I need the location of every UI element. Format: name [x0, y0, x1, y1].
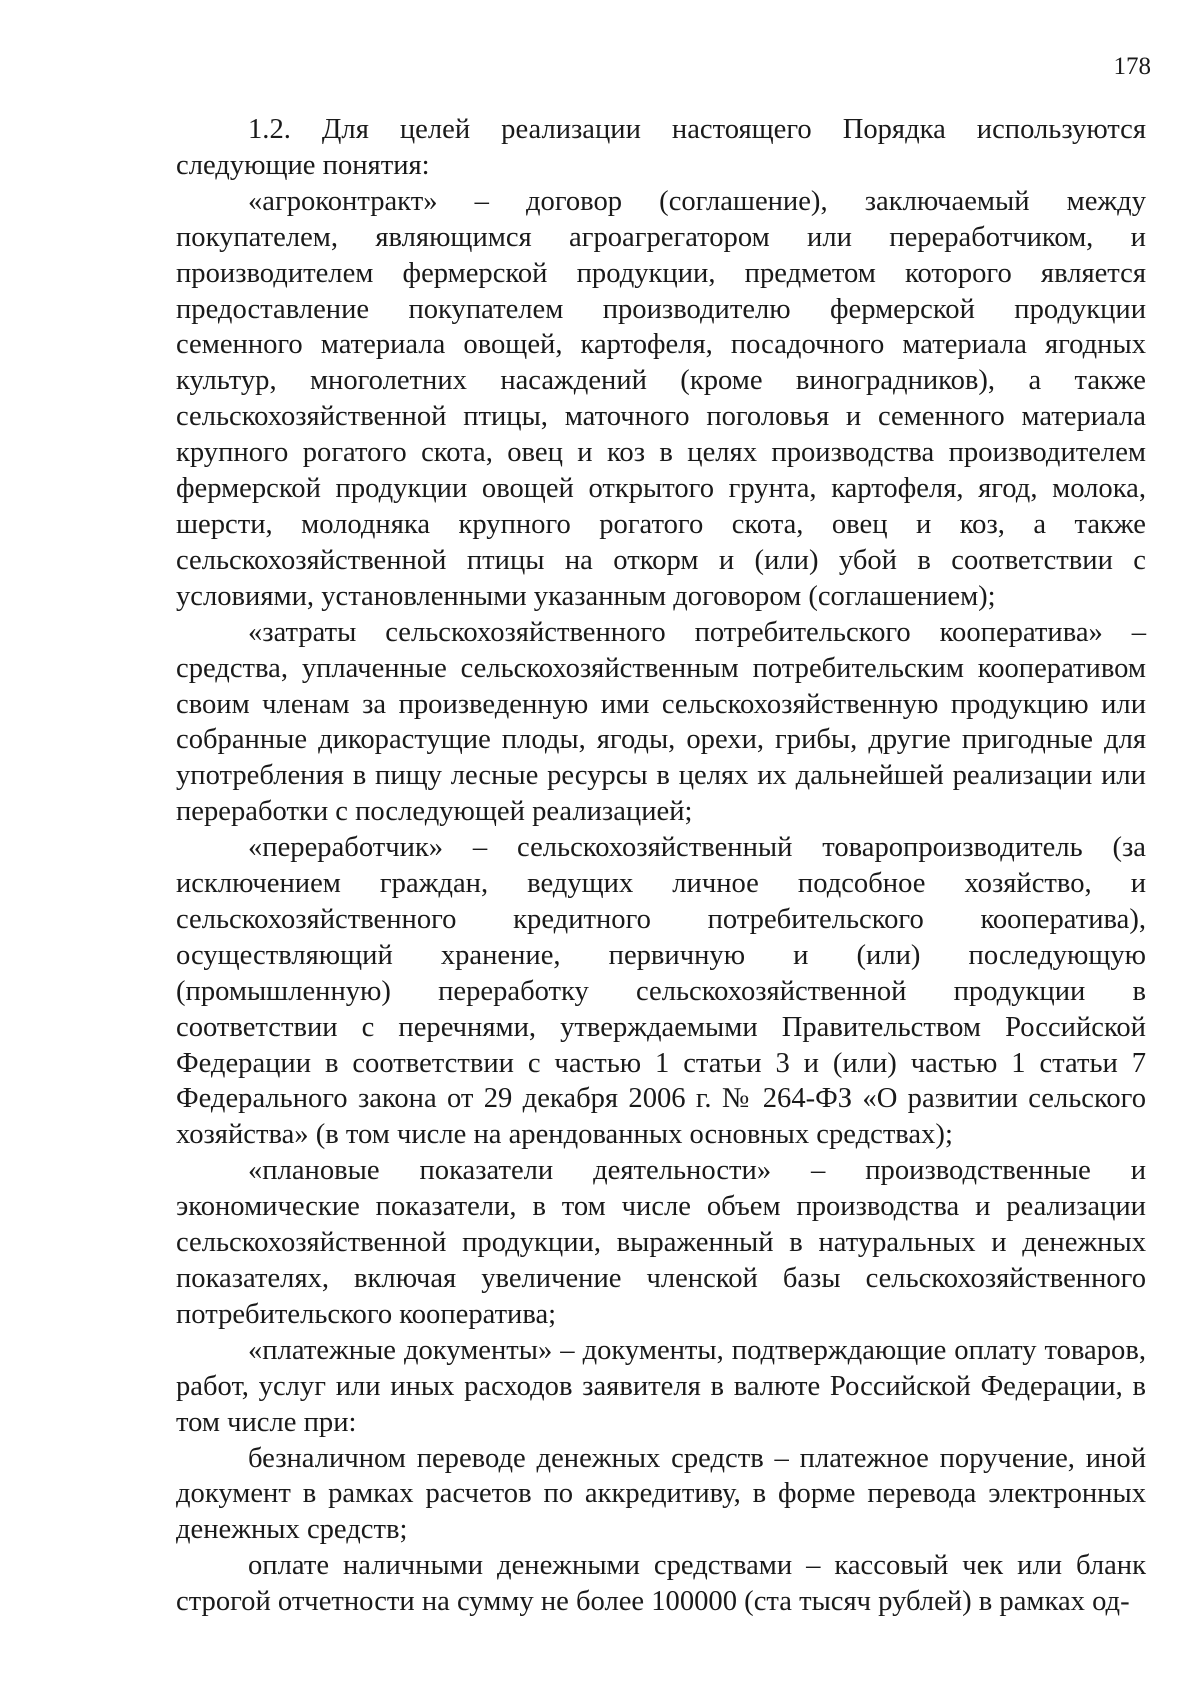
paragraph-agrocontract: «агроконтракт» – договор (соглашение), заключаемый между покупателем, являющимся агроагрегатором или переработчиком, и производителем фермерской продукции, предметом которого является предоставление покупателем производителю фермерской продукции семенного материала овощей, картофеля, посадочного материала ягодных культур, многолетних насаждений (кроме виноградников), а также сельскохозяйственной птицы, маточного поголовья и семенного материала крупного рогатого скота, овец и коз в целях производства производителем фермерской продукции овощей открытого грунта, картофеля, ягод, молока, шерсти, молодняка крупного рогатого скота, овец и коз, а также сельскохозяйственной птицы на откорм и (или) убой в соответствии с условиями, установленными указанным договором (соглашением); — [176, 185, 1146, 612]
document-body — [176, 112, 1146, 1620]
paragraph-cashless-transfer: безналичном переводе денежных средств – платежное поручение, иной документ в рамках расчетов по аккредитиву, в форме перевода электронных денежных средств; — [176, 1442, 1146, 1546]
paragraph-processor: «переработчик» – сельскохозяйственный товаропроизводитель (за исключением граждан, ведущих личное подсобное хозяйство, и сельскохозяйственного кредитного потребительского кооператива), осуществляющий хранение, первичную и (или) последующую (промышленную) переработку сельскохозяйственной продукции в соответствии с перечнями, утверждаемыми Правительством Российской Федерации в соответствии с частью 1 статьи 3 и (или) частью 1 статьи 7 Федерального закона от 29 декабря 2006 г. № 264-ФЗ «О развитии сельского хозяйства» (в том числе на арендованных основных средствах); — [176, 832, 1146, 1151]
paragraph-payment-documents: «платежные документы» – документы, подтверждающие оплату товаров, работ, услуг или иных расходов заявителя в валюте Российской Федерации, в том числе при: — [176, 1334, 1146, 1438]
paragraph-definitions-intro: 1.2. Для целей реализации настоящего Порядка используются следующие понятия: — [176, 114, 1146, 181]
paragraph-cooperative-costs: «затраты сельскохозяйственного потребительского кооператива» – средства, уплаченные сельскохозяйственным потребительским кооперативом своим членам за произведенную ими сельскохозяйственную продукцию или собранные дикорастущие плоды, ягоды, орехи, грибы, другие пригодные для употребления в пищу лесные ресурсы в целях их дальнейшей реализации или переработки с последующей реализацией; — [176, 616, 1146, 828]
paragraph-cash-payment: оплате наличными денежными средствами – кассовый чек или бланк строгой отчетности на сумму не более 100000 (ста тысяч рублей) в рамках од- — [176, 1550, 1146, 1618]
page-number: 178 — [1113, 53, 1151, 80]
paragraph-planned-indicators: «плановые показатели деятельности» – производственные и экономические показатели, в том числе объем производства и реализации сельскохозяйственной продукции, выраженный в натуральных и денежных показателях, включая увеличение членской базы сельскохозяйственного потребительского кооператива; — [176, 1155, 1146, 1330]
